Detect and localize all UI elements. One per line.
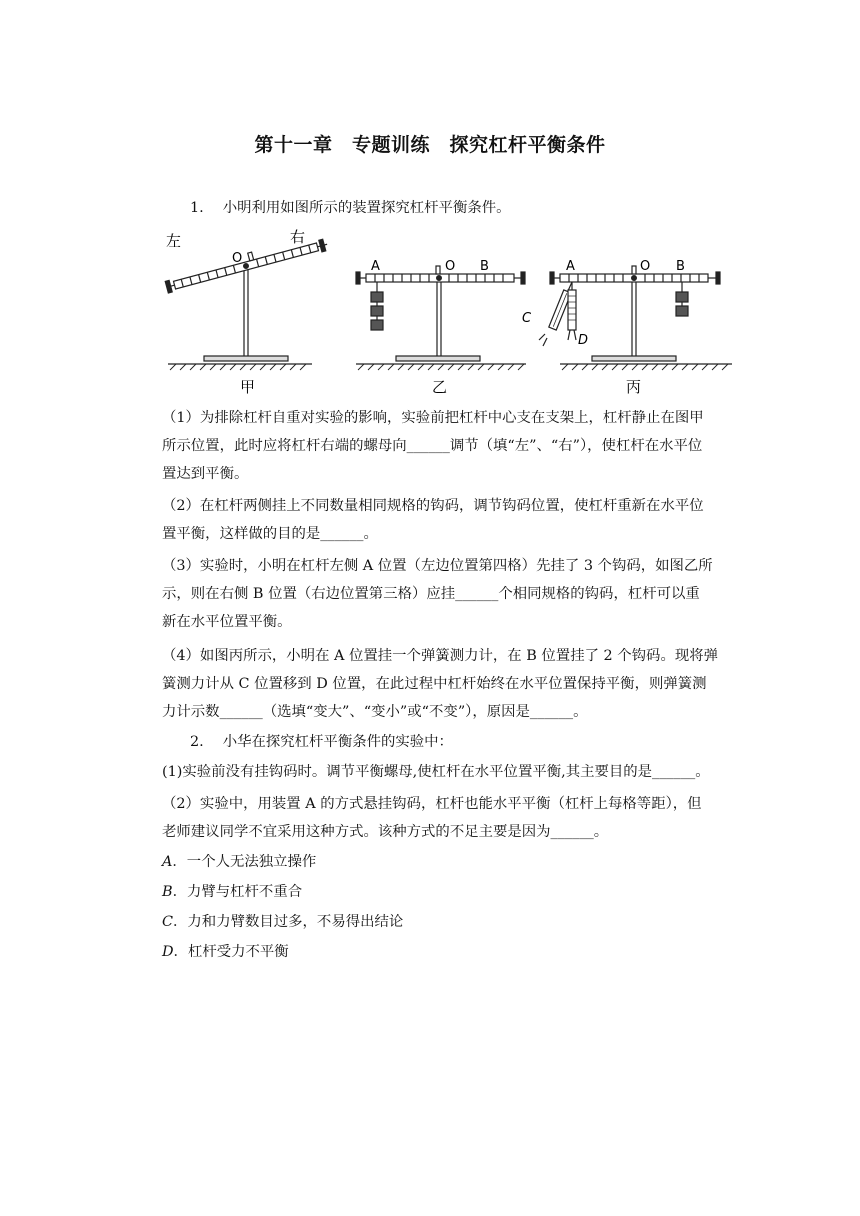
label-c: C (522, 311, 532, 326)
option-d-text: ．杠杆受力不平衡 (173, 944, 289, 960)
option-a-letter: A (162, 854, 173, 870)
label-d: D (578, 333, 589, 348)
label-b-yi: B (480, 259, 489, 274)
q1-line-10: 簧测力计从 C 位置移到 D 位置，在此过程中杠杆始终在水平位置保持平衡，则弹簧测 (162, 676, 707, 692)
q1-line-3: 置达到平衡。 (162, 466, 249, 482)
option-c-letter: C (162, 914, 174, 930)
q1-line-9: （4）如图丙所示，小明在 A 位置挂一个弹簧测力计，在 B 位置挂了 2 个钩码。现将弹 (162, 648, 719, 664)
q1-line-7: 示，则在右侧 B 位置（右边位置第三格）应挂______个相同规格的钩码，杠杆可以重 (162, 586, 700, 602)
q1-line-4: （2）在杠杆两侧挂上不同数量相同规格的钩码，调节钩码位置，使杠杆重新在水平位 (162, 498, 704, 514)
label-left: 左 (166, 232, 182, 250)
label-o-bing: O (640, 259, 651, 274)
caption-jia: 甲 (240, 378, 256, 396)
q2-line-1: (1)实验前没有挂钩码时。调节平衡螺母,使杠杆在水平位置平衡,其主要目的是______。 (162, 764, 710, 780)
option-d-letter: D (162, 944, 174, 960)
figure-jia (164, 233, 329, 370)
page-title: 第十一章 专题训练 探究杠杆平衡条件 (254, 134, 606, 156)
q2-line-2: （2）实验中，用装置 A 的方式悬挂钩码，杠杆也能水平平衡（杠杆上每格等距），但 (162, 796, 702, 812)
figure-bing (539, 266, 732, 370)
option-b-text: ．力臂与杠杆不重合 (172, 884, 303, 900)
q1-line-11: 力计示数______（选填“变大”、“变小”或“不变”），原因是______。 (162, 704, 588, 720)
option-c-text: ．力和力臂数目过多，不易得出结论 (173, 914, 404, 930)
label-o-jia: O (232, 251, 243, 266)
label-right: 右 (290, 228, 306, 246)
q1-line-2: 所示位置，此时应将杠杆右端的螺母向______调节（填“左”、“右”），使杠杆在水平位 (162, 438, 703, 454)
q1-line-1: （1）为排除杠杆自重对实验的影响，实验前把杠杆中心支在支架上，杠杆静止在图甲 (162, 410, 704, 426)
option-c (162, 912, 403, 932)
lever-figure (160, 226, 740, 402)
label-b-bing: B (676, 259, 685, 274)
option-d (162, 942, 289, 962)
question-2-stem: 2. 小华在探究杠杆平衡条件的实验中： (190, 734, 453, 750)
label-a-yi: A (371, 259, 380, 274)
option-a-text: ．一个人无法独立操作 (172, 854, 317, 870)
option-b-letter: B (162, 884, 173, 900)
q1-line-5: 置平衡，这样做的目的是______。 (162, 526, 378, 542)
caption-bing: 丙 (626, 378, 642, 396)
q2-line-3: 老师建议同学不宜采用这种方式。该种方式的不足主要是因为______。 (162, 824, 609, 840)
question-1-stem: 1. 小明利用如图所示的装置探究杠杆平衡条件。 (190, 200, 511, 216)
caption-yi: 乙 (432, 378, 448, 396)
q1-line-8: 新在水平位置平衡。 (162, 614, 292, 630)
option-a (162, 852, 316, 872)
q1-line-6: （3）实验时，小明在杠杆左侧 A 位置（左边位置第四格）先挂了 3 个钩码，如图乙所 (162, 558, 713, 574)
label-o-yi: O (445, 259, 456, 274)
label-a-bing: A (566, 259, 575, 274)
figure-yi (356, 266, 526, 370)
option-b (162, 882, 302, 902)
